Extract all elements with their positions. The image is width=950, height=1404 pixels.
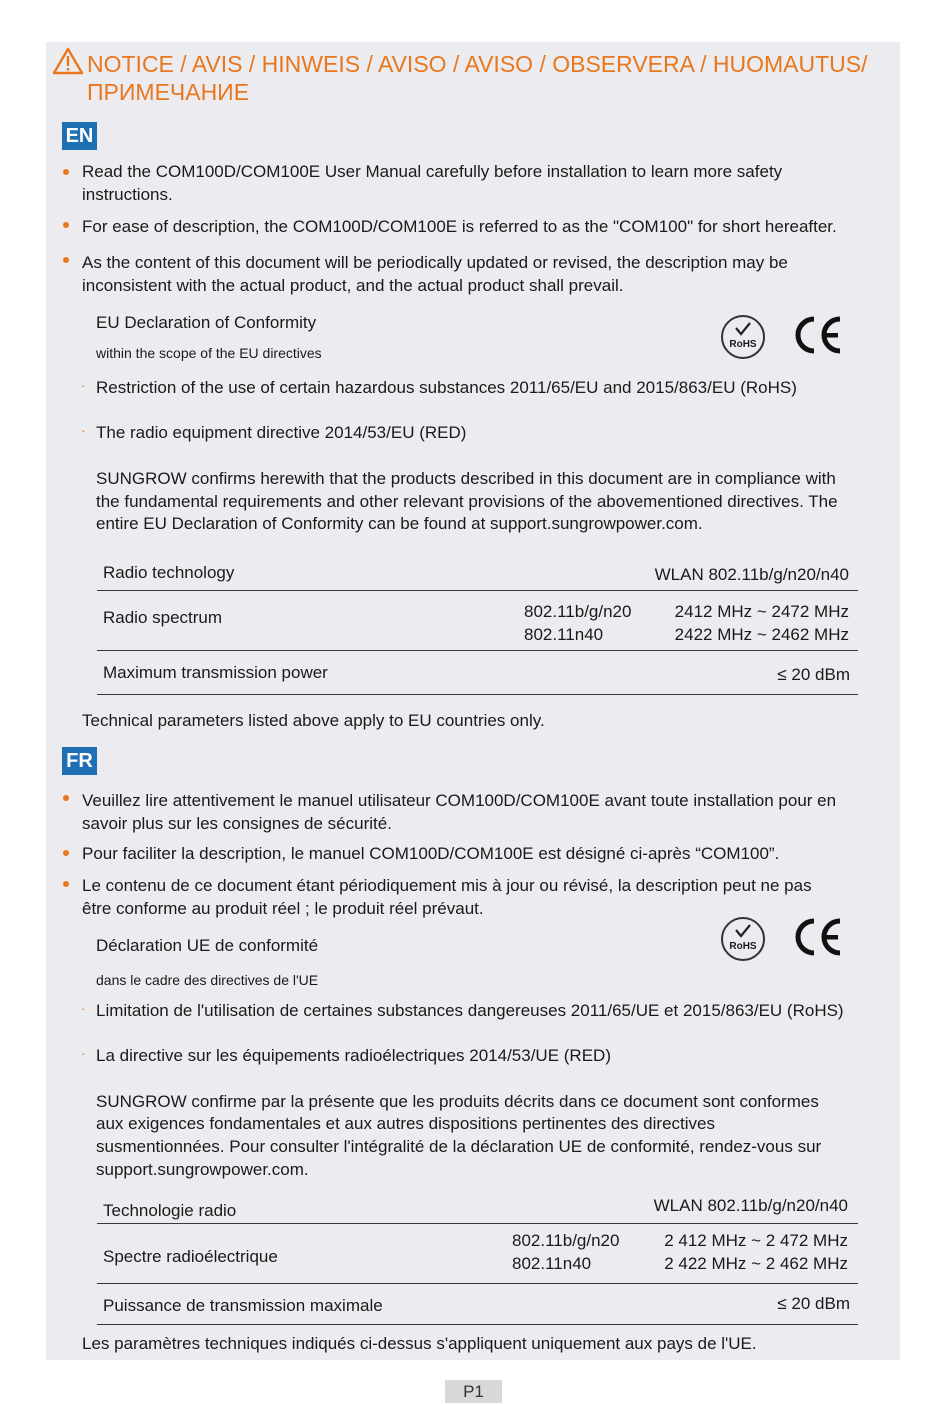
fr-table-value-radio-technology: WLAN 802.11b/g/n20/n40: [653, 1196, 848, 1215]
fr-bullet-3-line-2: être conforme au produit réel ; le produit réel prévaut.: [82, 899, 484, 918]
en-bullet-2: For ease of description, the COM100D/COM100E is referred to as the "COM100" for short hereafter.: [82, 217, 837, 236]
fr-declaration-title: Déclaration UE de conformité: [96, 936, 319, 955]
warning-icon: [52, 47, 84, 75]
fr-confirm-line-4: support.sungrowpower.com.: [96, 1160, 309, 1179]
page-number: P1: [445, 1380, 502, 1403]
sub-bullet-dot: ·: [81, 1045, 86, 1061]
en-declaration-scope: within the scope of the EU directives: [96, 345, 322, 361]
notice-title-ru: ПРИМЕЧАНИЕ: [87, 79, 250, 105]
sub-bullet-dot: ·: [81, 377, 86, 393]
bullet-dot: [63, 257, 69, 263]
en-technical-note: Technical parameters listed above apply to EU countries only.: [82, 711, 545, 730]
en-directive-red: The radio equipment directive 2014/53/EU (RED): [96, 423, 467, 442]
fr-bullet-2: Pour faciliter la description, le manuel COM100D/COM100E est désigné ci-après “COM100”.: [82, 844, 780, 863]
fr-directive-rohs: Limitation de l'utilisation de certaines substances dangereuses 2011/65/UE et 2015/863/EU (RoHS): [96, 1001, 844, 1020]
en-confirm-line-1: SUNGROW confirms herewith that the products described in this document are in compliance with: [96, 469, 836, 488]
fr-declaration-scope: dans le cadre des directives de l'UE: [96, 972, 319, 988]
fr-table-frequency: 2 412 MHz ~ 2 472 MHz: [664, 1231, 848, 1250]
rohs-label: RoHS: [729, 941, 757, 952]
fr-bullet-1-line-1: Veuillez lire attentivement le manuel utilisateur COM100D/COM100E avant toute installation pour en: [82, 791, 837, 810]
en-table-value-radio-technology: WLAN 802.11b/g/n20/n40: [654, 565, 849, 584]
fr-bullet-1-line-2: savoir plus sur les consignes de sécurité.: [82, 814, 392, 833]
ce-mark-icon: [792, 315, 844, 355]
table-rule: [97, 650, 858, 651]
rohs-mark-icon: [721, 917, 765, 961]
en-confirm-line-3: entire EU Declaration of Conformity can be found at support.sungrowpower.com.: [96, 514, 703, 533]
fr-confirm-line-3: susmentionnées. Pour consulter l'intégralité de la déclaration UE de conformité, rendez-vous sur: [96, 1137, 822, 1156]
en-directive-rohs: Restriction of the use of certain hazardous substances 2011/65/EU and 2015/863/EU (RoHS): [96, 378, 797, 397]
fr-bullet-3-line-1: Le contenu de ce document étant périodiquement mis à jour ou révisé, la description peut ne pas: [82, 876, 812, 895]
bullet-dot: [63, 850, 69, 856]
bullet-dot: [63, 881, 69, 887]
table-rule: [97, 1324, 858, 1325]
table-rule: [97, 1223, 858, 1224]
fr-table-label-radio-spectrum: Spectre radioélectrique: [103, 1247, 278, 1266]
en-table-standard: 802.11b/g/n20: [524, 602, 632, 621]
fr-table-frequency: 2 422 MHz ~ 2 462 MHz: [664, 1254, 848, 1273]
rohs-label: RoHS: [729, 339, 757, 350]
en-bullet-3-line-1: As the content of this document will be periodically updated or revised, the description may be: [82, 253, 788, 272]
en-table-value-max-power: ≤ 20 dBm: [777, 665, 850, 684]
fr-confirm-line-2: aux exigences fondamentales et aux autres dispositions pertinentes des directives: [96, 1114, 715, 1133]
bullet-dot: [63, 795, 69, 801]
en-bullet-1-line-2: instructions.: [82, 185, 173, 204]
en-bullet-1-line-1: Read the COM100D/COM100E User Manual carefully before installation to learn more safety: [82, 162, 783, 181]
en-declaration-title: EU Declaration of Conformity: [96, 313, 317, 332]
en-table-label-radio-spectrum: Radio spectrum: [103, 608, 223, 627]
en-table-standard: 802.11n40: [524, 625, 604, 644]
fr-table-value-max-power: ≤ 20 dBm: [777, 1294, 850, 1313]
fr-table-label-max-power: Puissance de transmission maximale: [103, 1296, 383, 1315]
bullet-dot: [63, 222, 69, 228]
en-table-label-max-power: Maximum transmission power: [103, 663, 328, 682]
fr-table-standard: 802.11n40: [512, 1254, 592, 1273]
lang-badge-fr: FR: [62, 747, 97, 775]
en-table-frequency: 2422 MHz ~ 2462 MHz: [674, 625, 849, 644]
fr-technical-note: Les paramètres techniques indiqués ci-dessus s'appliquent uniquement aux pays de l'UE.: [82, 1334, 757, 1353]
sub-bullet-dot: ·: [81, 1000, 86, 1016]
fr-table-standard: 802.11b/g/n20: [512, 1231, 620, 1250]
fr-directive-red: La directive sur les équipements radioélectriques 2014/53/UE (RED): [96, 1046, 611, 1065]
fr-confirm-line-1: SUNGROW confirme par la présente que les produits décrits dans ce document sont conformes: [96, 1092, 819, 1111]
table-rule: [97, 694, 858, 695]
lang-badge-en: EN: [62, 122, 97, 150]
en-table-frequency: 2412 MHz ~ 2472 MHz: [674, 602, 849, 621]
notice-title: NOTICE / AVIS / HINWEIS / AVISO / AVISO / OBSERVERA / HUOMAUTUS/: [87, 51, 868, 77]
table-rule: [97, 1283, 858, 1284]
bullet-dot: [63, 169, 69, 175]
fr-table-label-radio-technology: Technologie radio: [103, 1201, 237, 1220]
rohs-mark-icon: [721, 315, 765, 359]
en-table-label-radio-technology: Radio technology: [103, 563, 235, 582]
ce-mark-icon: [792, 917, 844, 957]
table-rule: [97, 590, 858, 591]
en-confirm-line-2: the fundamental requirements and other relevant provisions of the abovementioned directives. The: [96, 492, 838, 511]
en-bullet-3-line-2: inconsistent with the actual product, and the actual product shall prevail.: [82, 276, 624, 295]
sub-bullet-dot: ·: [81, 422, 86, 438]
